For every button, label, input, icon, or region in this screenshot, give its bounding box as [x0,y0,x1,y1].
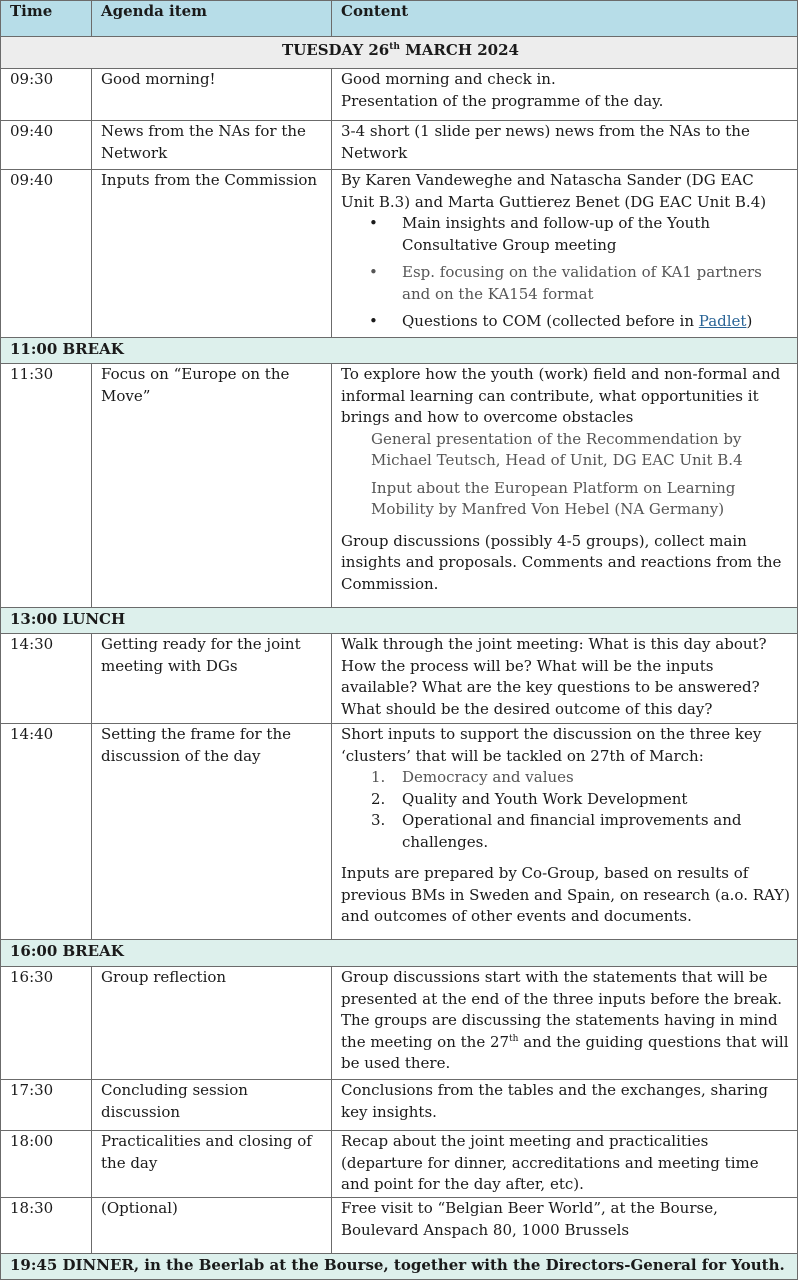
table-row [1,634,798,724]
row-item: Focus on “Europe on the Move” [92,364,332,608]
row-item: News from the NAs for the Network [92,121,332,170]
table-row [1,69,798,121]
day-title: TUESDAY 26th MARCH 2024 [1,37,798,69]
row-time: 14:30 [1,634,92,724]
header-content: Content [332,1,798,37]
break-row [1,940,798,967]
row-time: 14:40 [1,724,92,940]
list-item: 1. Democracy and values [371,768,574,786]
row-content: Free visit to “Belgian Beer World”, at the Bourse, Boulevard Anspach 80, 1000 Brussels [332,1198,798,1254]
bullet-list [341,213,791,333]
break-label: 16:00 BREAK [1,940,798,967]
table-row [1,1131,798,1198]
row-content: Good morning and check in. Presentation of the programme of the day. [332,69,798,121]
row-time: 16:30 [1,967,92,1080]
row-content: By Karen Vandeweghe and Natascha Sander (DG EAC Unit B.3) and Marta Guttierez Benet (DG EAC Unit B.4) • Main insights and follow-up of the Youth Consultative Group meeting • Esp. focusing on the validation of KA1 partners and on the KA154 format • Questions to COM (collected before in Padlet) [332,170,798,338]
row-item: Concluding session discussion [92,1080,332,1131]
table-row [1,1080,798,1131]
lunch-row [1,608,798,634]
padlet-link[interactable]: Padlet [698,312,747,330]
table-row [1,121,798,170]
row-time: 09:40 [1,121,92,170]
row-time: 09:40 [1,170,92,338]
table-row [1,1198,798,1254]
list-item: • Main insights and follow-up of the Youth Consultative Group meeting [341,213,791,256]
row-time: 18:30 [1,1198,92,1254]
day-row [1,37,798,69]
row-time: 11:30 [1,364,92,608]
list-item: 3. Operational and financial improvements and challenges. [371,811,742,851]
row-item: Setting the frame for the discussion of the day [92,724,332,940]
break-row [1,338,798,364]
row-content: Conclusions from the tables and the exchanges, sharing key insights. [332,1080,798,1131]
row-content: 3-4 short (1 slide per news) news from the NAs to the Network [332,121,798,170]
row-content: Walk through the joint meeting: What is this day about? How the process will be? What will be the inputs available? What are the key questions to be answered? What should be the desired outcome of this day? [332,634,798,724]
header-row [1,1,798,37]
header-agenda-item: Agenda item [92,1,332,37]
break-label: 11:00 BREAK [1,338,798,364]
row-content: Short inputs to support the discussion on the three key ‘clusters’ that will be tackled on 27th of March: 1. Democracy and values 2. Quality and Youth Work Development 3. Operational and financial improvements and challenges. Inputs are prepared by Co-Group, based on results of previous BMs in Sweden and Spain, on research (a.o. RAY) and outcomes of other events and documents. [332,724,798,940]
row-item: Group reflection [92,967,332,1080]
row-content: Group discussions start with the statements that will be presented at the end of the three inputs before the break. The groups are discussing the statements having in mind the meeting on the 27th and the guiding questions that will be used there. [332,967,798,1080]
row-content: To explore how the youth (work) field and non-formal and informal learning can contribute, what opportunities it brings and how to overcome obstacles General presentation of the Recommendation by Michael Teutsch, Head of Unit, DG EAC Unit B.4 Input about the European Platform on Learning Mobility by Manfred Von Hebel (NA Germany) Group discussions (possibly 4-5 groups), collect main insights and proposals. Comments and reactions from the Commission. [332,364,798,608]
table-row [1,170,798,338]
numbered-list [341,767,791,853]
row-item: (Optional) [92,1198,332,1254]
lunch-label: 13:00 LUNCH [1,608,798,634]
row-time: 18:00 [1,1131,92,1198]
list-item: 2. Quality and Youth Work Development [371,789,688,808]
row-content: Recap about the joint meeting and practicalities (departure for dinner, accreditations and meeting time and point for the day after, etc). [332,1131,798,1198]
row-item: Inputs from the Commission [92,170,332,338]
table-row [1,364,798,608]
row-time: 17:30 [1,1080,92,1131]
row-time: 09:30 [1,69,92,121]
dinner-label: 19:45 DINNER, in the Beerlab at the Bourse, together with the Directors-General for Youth. [1,1254,798,1280]
row-item: Getting ready for the joint meeting with DGs [92,634,332,724]
table-row [1,967,798,1080]
row-item: Good morning! [92,69,332,121]
dinner-row [1,1254,798,1280]
row-item: Practicalities and closing of the day [92,1131,332,1198]
table-row [1,724,798,940]
list-item: • Questions to COM (collected before in Padlet) [341,311,791,333]
header-time: Time [1,1,92,37]
list-item: • Esp. focusing on the validation of KA1 partners and on the KA154 format [341,262,791,305]
